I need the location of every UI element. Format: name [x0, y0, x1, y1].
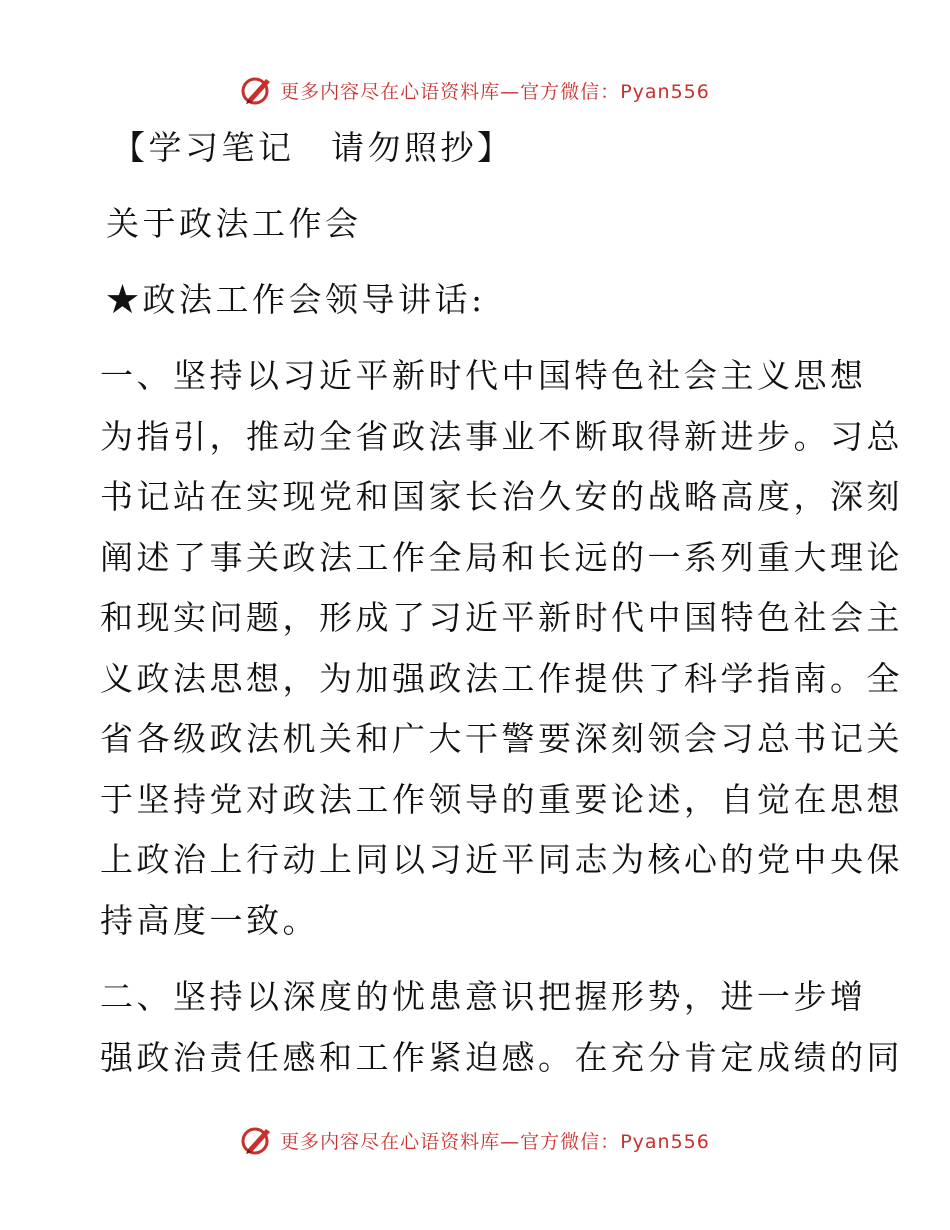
- text-line: 强政治责任感和工作紧迫感。在充分肯定成绩的同: [100, 1037, 903, 1077]
- watermark-text: 更多内容尽在心语资料库—官方微信：Pyan556: [280, 80, 710, 103]
- text-line: 上政治上行动上同以习近平同志为核心的党中央保: [100, 840, 903, 879]
- text-line: 一、坚持以习近平新时代中国特色社会主义思想: [100, 356, 867, 395]
- document-body: [98, 118, 903, 1088]
- document-subtitle: ★政法工作会领导讲话:: [106, 280, 486, 319]
- text-line: 书记站在实现党和国家长治久安的战略高度，深刻: [100, 477, 903, 516]
- watermark-text: 更多内容尽在心语资料库—官方微信：Pyan556: [280, 1130, 710, 1153]
- paragraph-two: [98, 967, 903, 1088]
- header-watermark: [0, 70, 950, 110]
- pen-logo-icon: [240, 1123, 274, 1157]
- footer-watermark: [0, 1120, 950, 1160]
- study-note-heading: 【学习笔记 请勿照抄】: [112, 128, 514, 167]
- document-title: 关于政法工作会: [106, 204, 362, 243]
- text-line: 二、坚持以深度的忧患意识把握形势，进一步增: [100, 977, 867, 1016]
- text-line: 为指引，推动全省政法事业不断取得新进步。习总: [100, 416, 903, 456]
- text-line: 持高度一致。: [100, 900, 319, 940]
- text-line: 于坚持党对政法工作领导的重要论述，自觉在思想: [100, 779, 903, 819]
- text-line: 阐述了事关政法工作全局和长远的一系列重大理论: [100, 537, 903, 577]
- paragraph-one: [98, 346, 903, 951]
- text-line: 义政法思想，为加强政法工作提供了科学指南。全: [100, 658, 903, 698]
- text-line: 和现实问题，形成了习近平新时代中国特色社会主: [100, 598, 903, 637]
- text-line: 省各级政法机关和广大干警要深刻领会习总书记关: [100, 719, 903, 758]
- pen-logo-icon: [240, 73, 274, 107]
